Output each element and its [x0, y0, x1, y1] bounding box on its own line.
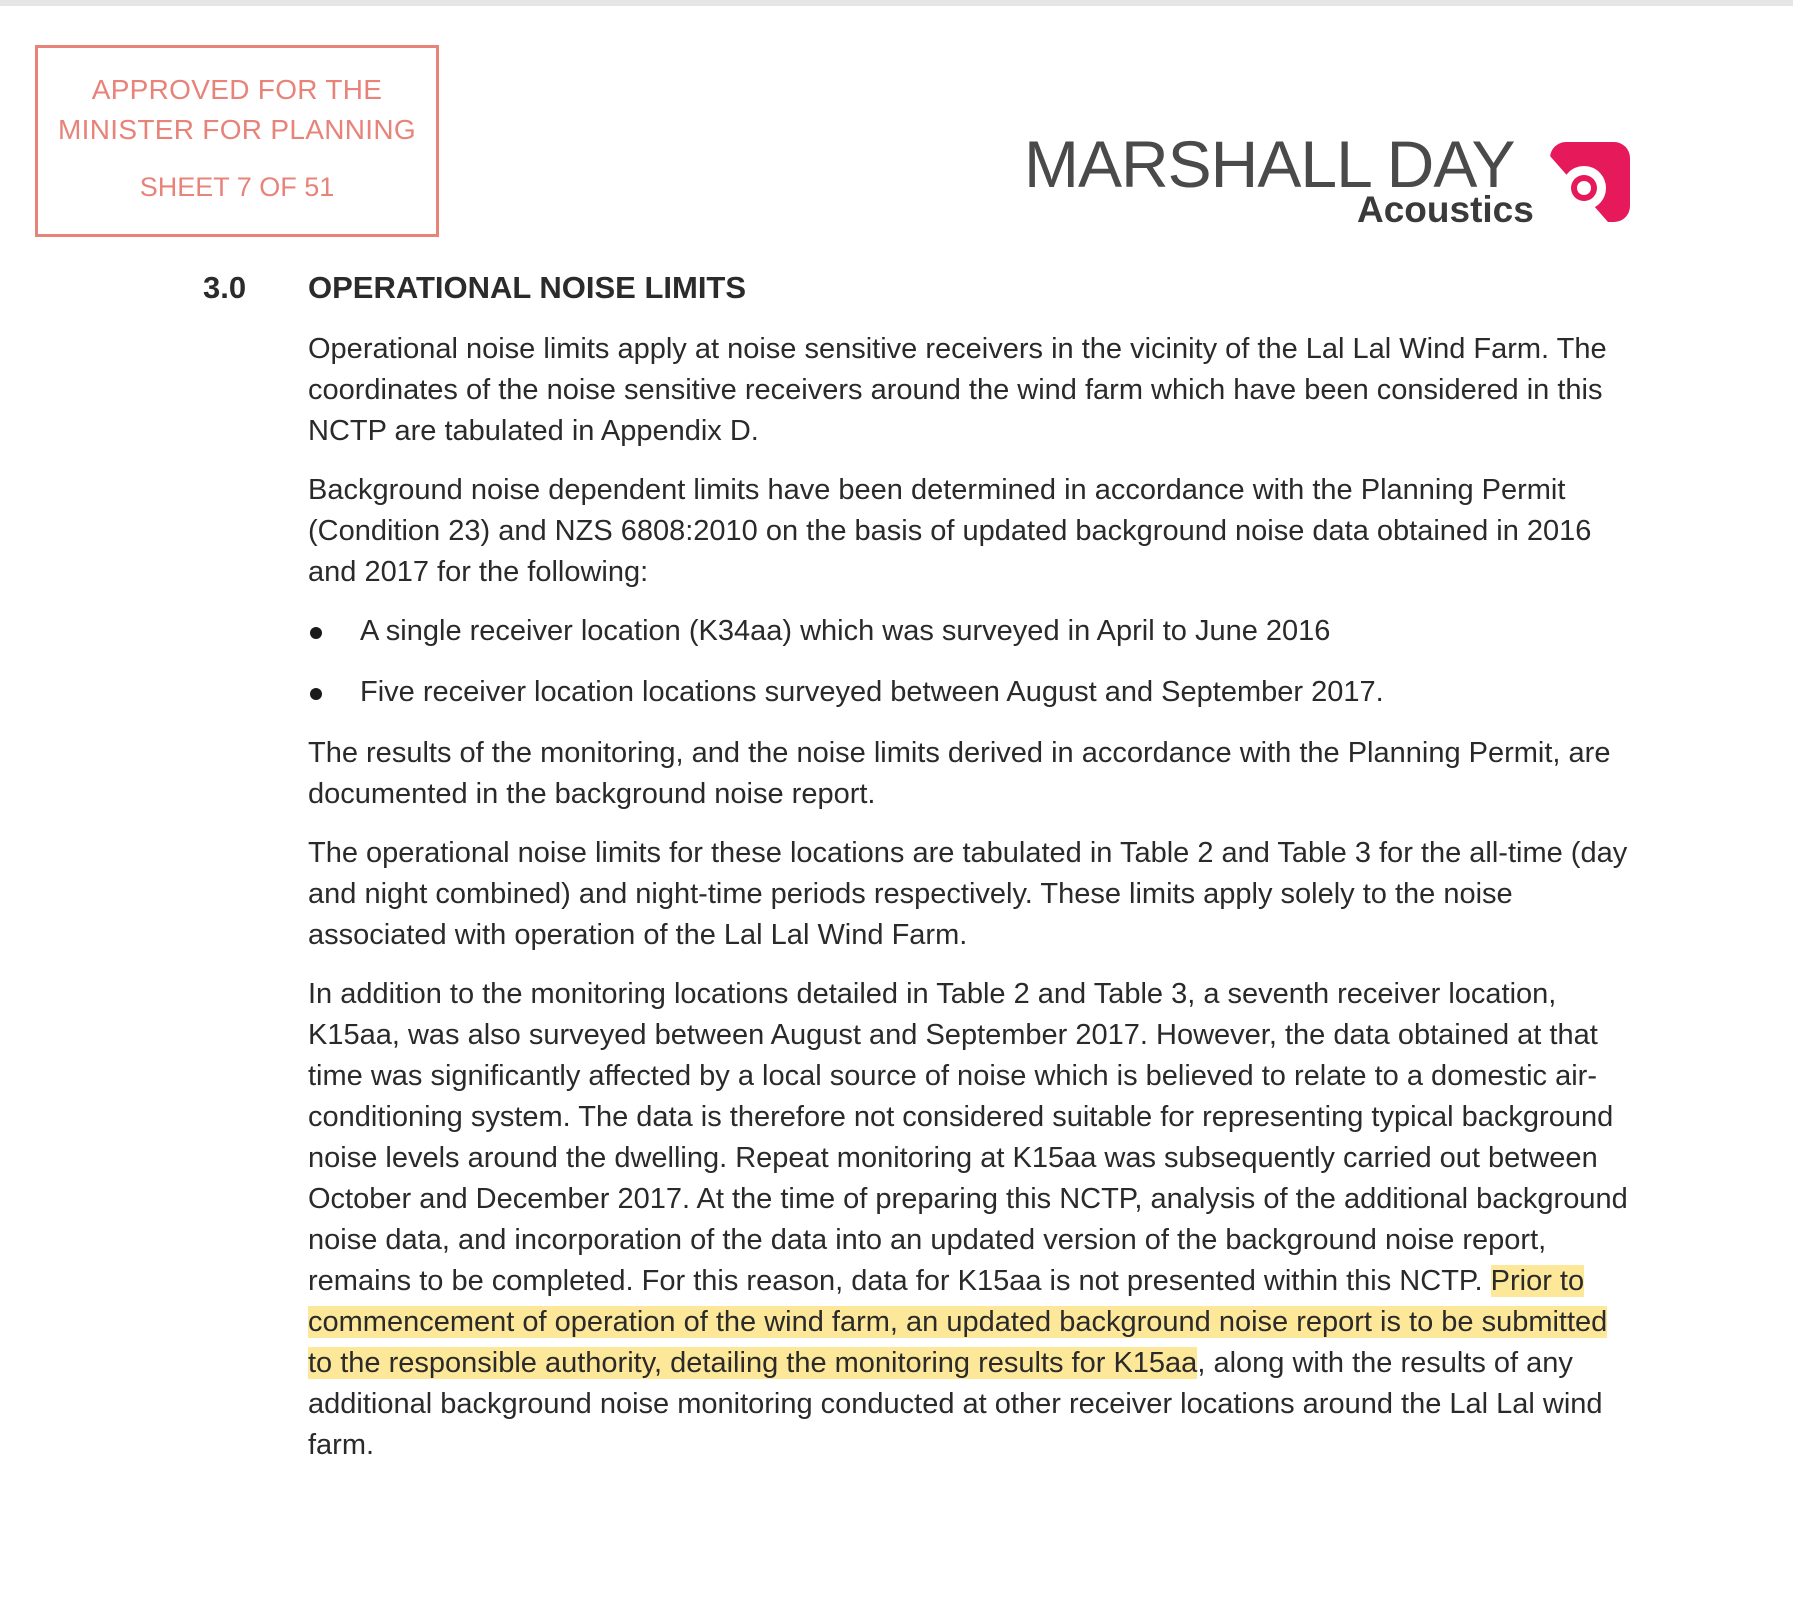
- top-border: [0, 0, 1793, 6]
- highlighted-text: Prior to commencement of operation of the wind farm, an updated background noise report is to be submitted to the responsible authority, detailing the monitoring results for K15aa: [308, 1265, 1608, 1379]
- approval-stamp: [35, 45, 439, 237]
- bullet-item: [308, 672, 1638, 713]
- document-body: [308, 329, 1638, 1484]
- company-logo: [1024, 128, 1634, 228]
- section-number: 3.0: [203, 270, 247, 305]
- bullet-text: Five receiver location locations surveyed between August and September 2017.: [360, 676, 1384, 708]
- bullet-dot-icon: [310, 688, 322, 700]
- paragraph-3: The results of the monitoring, and the noise limits derived in accordance with the Planning Permit, are documented in the background noise report.: [308, 737, 1611, 810]
- bullet-list: [308, 611, 1638, 713]
- stamp-sheet-number: SHEET 7 OF 51: [139, 172, 335, 202]
- bullet-dot-icon: [310, 627, 322, 639]
- section-title: OPERATIONAL NOISE LIMITS: [308, 270, 747, 305]
- stamp-approval-text: [38, 70, 436, 150]
- paragraph-5-end: , along with the results of any additional background noise monitoring conducted at other receiver locations around the Lal Lal wind farm.: [308, 1347, 1603, 1461]
- paragraph-1: Operational noise limits apply at noise sensitive receivers in the vicinity of the Lal Lal Wind Farm. The coordinates of the noise sensitive receivers around the wind farm which have been considered in this NCTP are tabulated in Appendix D.: [308, 333, 1607, 447]
- stamp-line-1: APPROVED FOR THE: [91, 74, 383, 105]
- paragraph-5-text: In addition to the monitoring locations detailed in Table 2 and Table 3, a seventh receiver location, K15aa, was also surveyed between August and September 2017. However, the data obtained at that time was significantly affected by a local source of noise which is believed to relate to a domestic air-conditioning system. The data is therefore not considered suitable for representing typical background noise levels around the dwelling. Repeat monitoring at K15aa was subsequently carried out between October and December 2017. At the time of preparing this NCTP, analysis of the additional background noise data, and incorporation of the data into an updated version of the background noise report, remains to be completed. For this reason, data for K15aa is not presented within this NCTP.: [308, 978, 1628, 1297]
- marshall-day-logo-mark-icon: [1546, 138, 1634, 226]
- logo-brand-name: MARSHALL DAY: [1024, 127, 1515, 201]
- bullet-item: [308, 611, 1638, 652]
- paragraph-5: [308, 974, 1638, 1466]
- paragraph-2: Background noise dependent limits have been determined in accordance with the Planning Permit (Condition 23) and NZS 6808:2010 on the basis of updated background noise data obtained in 2016 and 2017 for the following:: [308, 474, 1592, 588]
- stamp-line-2: MINISTER FOR PLANNING: [58, 114, 416, 145]
- bullet-text: A single receiver location (K34aa) which was surveyed in April to June 2016: [360, 615, 1331, 647]
- paragraph-4: The operational noise limits for these locations are tabulated in Table 2 and Table 3 for the all-time (day and night combined) and night-time periods respectively. These limits apply solely to the noise associated with operation of the Lal Lal Wind Farm.: [308, 837, 1628, 951]
- logo-tagline: Acoustics: [1357, 189, 1534, 230]
